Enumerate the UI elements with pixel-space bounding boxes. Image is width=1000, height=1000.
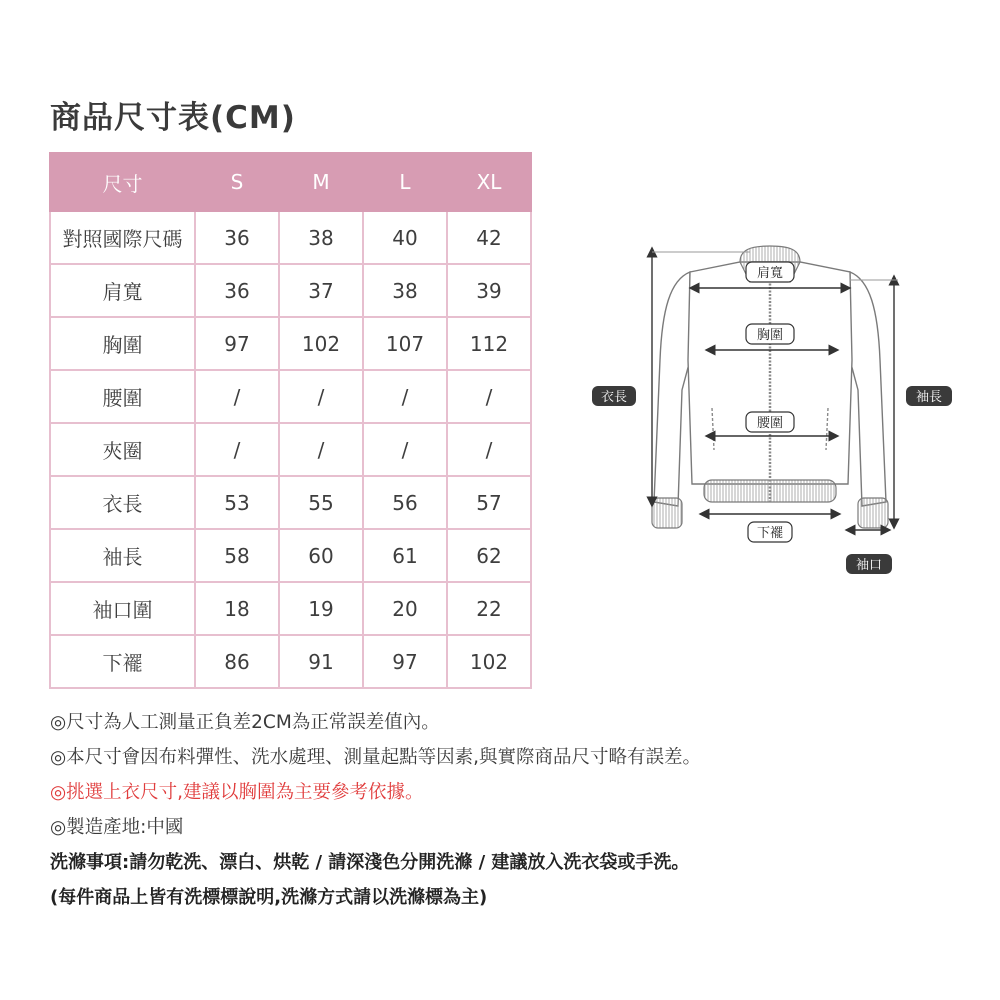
row-label: 對照國際尺碼 [50,211,195,264]
left-cuff-rib [652,498,682,528]
table-cell: 97 [363,635,447,688]
chest-label [746,324,794,344]
table-row [50,476,531,529]
svg-text:胸圍: 胸圍 [756,328,784,343]
table-header-row [50,153,531,211]
table-cell: 53 [195,476,279,529]
table-cell: 40 [363,211,447,264]
page-title: 商品尺寸表(CM) [50,100,296,136]
header-l: L [363,153,447,211]
table-cell: 20 [363,582,447,635]
table-cell: 56 [363,476,447,529]
note-tolerance: ◎尺寸為人工測量正負差2CM為正常誤差值內。 [50,712,440,733]
table-cell: 36 [195,264,279,317]
row-label: 肩寬 [50,264,195,317]
table-cell: 58 [195,529,279,582]
table-cell: 22 [447,582,531,635]
table-cell: / [195,423,279,476]
table-cell: / [363,370,447,423]
note-washing: 洗滌事項:請勿乾洗、漂白、烘乾 / 請深淺色分開洗滌 / 建議放入洗衣袋或手洗。 [50,852,690,873]
header-xl: XL [447,153,531,211]
table-cell: / [195,370,279,423]
table-cell: 102 [279,317,363,370]
row-label: 腰圍 [50,370,195,423]
table-cell: 55 [279,476,363,529]
table-cell: 97 [195,317,279,370]
table-cell: / [279,423,363,476]
table-row [50,264,531,317]
svg-text:腰圍: 腰圍 [756,416,784,431]
table-cell: 112 [447,317,531,370]
waist-label [746,412,794,432]
cuff-label [846,554,892,574]
note-chest-advice: ◎挑選上衣尺寸,建議以胸圍為主要參考依據。 [50,782,424,803]
table-cell: / [279,370,363,423]
table-body [50,211,531,688]
svg-text:衣長: 衣長 [600,390,628,405]
header-m: M [279,153,363,211]
row-label: 衣長 [50,476,195,529]
row-label: 下襬 [50,635,195,688]
table-cell: / [447,370,531,423]
table-cell: 60 [279,529,363,582]
table-cell: 19 [279,582,363,635]
table-cell: / [363,423,447,476]
table-cell: 38 [279,211,363,264]
right-cuff-rib [858,498,888,528]
size-table [49,152,532,689]
svg-text:袖長: 袖長 [915,390,943,405]
svg-text:袖口: 袖口 [855,558,883,573]
table-cell: 61 [363,529,447,582]
svg-text:下襬: 下襬 [756,526,784,541]
table-row [50,582,531,635]
note-origin: ◎製造產地:中國 [50,817,184,838]
table-cell: 62 [447,529,531,582]
length-label [592,386,636,406]
table-row [50,370,531,423]
table-cell: 107 [363,317,447,370]
note-wash-label: (每件商品上皆有洗標標說明,洗滌方式請以洗滌標為主) [50,887,488,908]
table-cell: 36 [195,211,279,264]
shoulder-label [746,262,794,282]
table-row [50,529,531,582]
table-cell: 57 [447,476,531,529]
table-cell: 18 [195,582,279,635]
table-row [50,635,531,688]
notes-section [50,706,701,916]
jacket-diagram [590,240,960,590]
table-cell: 38 [363,264,447,317]
svg-text:肩寬: 肩寬 [756,266,784,281]
table-cell: 39 [447,264,531,317]
table-cell: 42 [447,211,531,264]
table-row [50,317,531,370]
row-label: 夾圈 [50,423,195,476]
note-variance: ◎本尺寸會因布料彈性、洗水處理、測量起點等因素,與實際商品尺寸略有誤差。 [50,747,702,768]
table-cell: / [447,423,531,476]
sleeve-label [906,386,952,406]
table-cell: 91 [279,635,363,688]
row-label: 胸圍 [50,317,195,370]
header-size: 尺寸 [50,153,195,211]
table-cell: 37 [279,264,363,317]
hem-label [748,522,792,542]
row-label: 袖長 [50,529,195,582]
row-label: 袖口圍 [50,582,195,635]
header-s: S [195,153,279,211]
table-row [50,211,531,264]
table-cell: 86 [195,635,279,688]
table-row [50,423,531,476]
table-cell: 102 [447,635,531,688]
